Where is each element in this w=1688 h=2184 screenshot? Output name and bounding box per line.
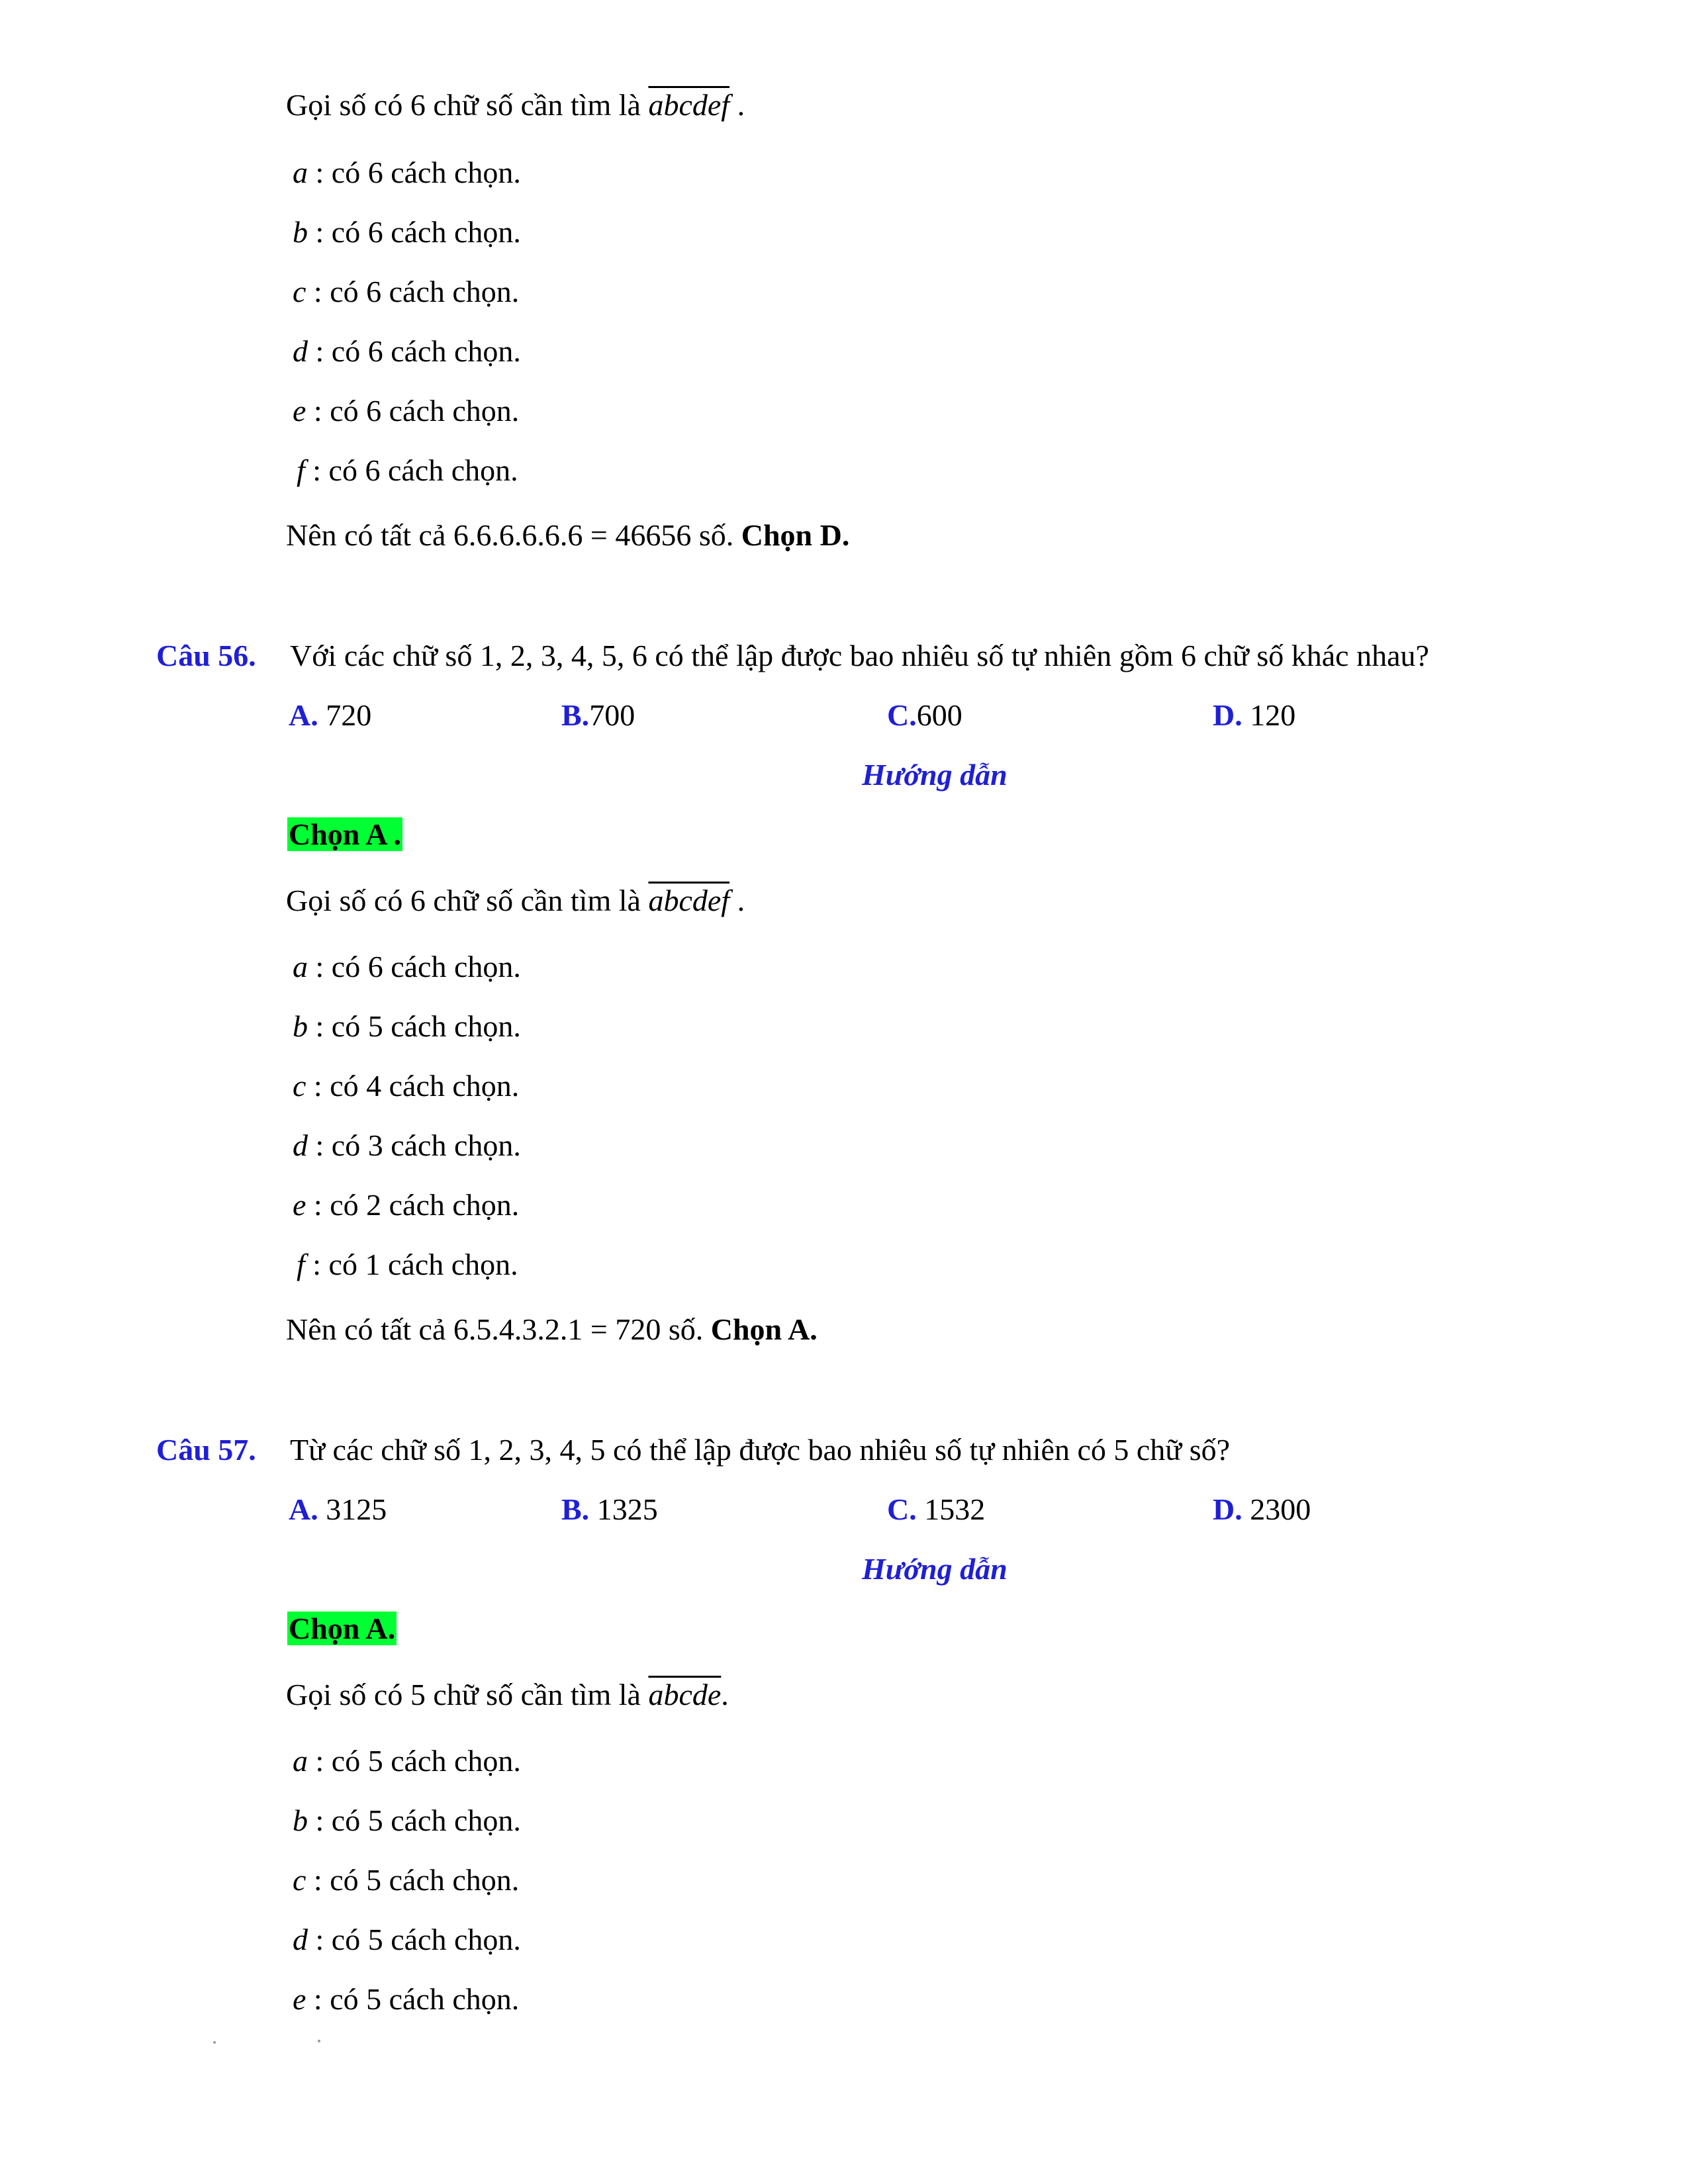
q57-step: a : có 5 cách chọn. <box>293 1744 521 1778</box>
block1-step: a : có 6 cách chọn. <box>293 156 521 189</box>
block1-step: d : có 6 cách chọn. <box>293 334 521 368</box>
q56-step: e : có 2 cách chọn. <box>293 1188 520 1222</box>
block1-step: f : có 6 cách chọn. <box>297 453 518 487</box>
q57-step: c : có 5 cách chọn. <box>293 1863 520 1897</box>
scan-speck <box>213 2041 216 2044</box>
q56-step: f : có 1 cách chọn. <box>297 1248 518 1281</box>
option-a: A. 3125 <box>289 1492 387 1526</box>
guide-heading: Hướng dẫn <box>862 758 1008 792</box>
q56-step: d : có 3 cách chọn. <box>293 1128 521 1162</box>
option-d: D. 120 <box>1213 698 1296 732</box>
question-text: Từ các chữ số 1, 2, 3, 4, 5 có thể lập được bao nhiêu số tự nhiên có 5 chữ số? <box>290 1433 1231 1467</box>
guide-heading: Hướng dẫn <box>862 1552 1008 1586</box>
option-a: A. 720 <box>289 698 372 732</box>
q56-intro: Gọi số có 6 chữ số cần tìm là abcdef . <box>286 884 745 917</box>
answer-choice: Chọn A. <box>710 1312 818 1346</box>
q57-step: d : có 5 cách chọn. <box>293 1923 521 1956</box>
q57-intro: Gọi số có 5 chữ số cần tìm là abcde. <box>286 1678 729 1711</box>
question-57 <box>156 1435 256 1465</box>
number-variable: abcdef <box>648 884 730 917</box>
q56-step: b : có 5 cách chọn. <box>293 1009 521 1043</box>
q56-conclusion: Nên có tất cả 6.5.4.3.2.1 = 720 số. Chọn A. <box>286 1312 818 1346</box>
option-b: B. 1325 <box>561 1492 658 1526</box>
question-number: Câu 57. <box>156 1433 256 1467</box>
option-c: C.600 <box>887 698 962 732</box>
q57-step: e : có 5 cách chọn. <box>293 1982 520 2016</box>
question-56 <box>156 641 256 671</box>
question-number: Câu 56. <box>156 639 256 672</box>
q56-step: c : có 4 cách chọn. <box>293 1069 520 1103</box>
q57-step: b : có 5 cách chọn. <box>293 1803 521 1837</box>
number-variable: abcde <box>648 1678 722 1711</box>
q56-step: a : có 6 cách chọn. <box>293 950 521 983</box>
block1-step: e : có 6 cách chọn. <box>293 394 520 428</box>
block1-step: c : có 6 cách chọn. <box>293 275 520 308</box>
block1-conclusion: Nên có tất cả 6.6.6.6.6.6 = 46656 số. Chọn D. <box>286 518 850 552</box>
option-c: C. 1532 <box>887 1492 986 1526</box>
answer-highlight: Chọn A. <box>289 1612 396 1645</box>
scan-speck <box>318 2040 320 2042</box>
block1-step: b : có 6 cách chọn. <box>293 215 521 249</box>
answer-highlight: Chọn A . <box>289 817 402 851</box>
block1-intro: Gọi số có 6 chữ số cần tìm là abcdef . <box>286 88 745 122</box>
question-text: Với các chữ số 1, 2, 3, 4, 5, 6 có thể lập được bao nhiêu số tự nhiên gồm 6 chữ số khác nhau? <box>290 639 1429 672</box>
answer-choice: Chọn D. <box>741 518 850 552</box>
number-variable: abcdef <box>648 88 730 122</box>
option-b: B.700 <box>561 698 635 732</box>
option-d: D. 2300 <box>1213 1492 1311 1526</box>
